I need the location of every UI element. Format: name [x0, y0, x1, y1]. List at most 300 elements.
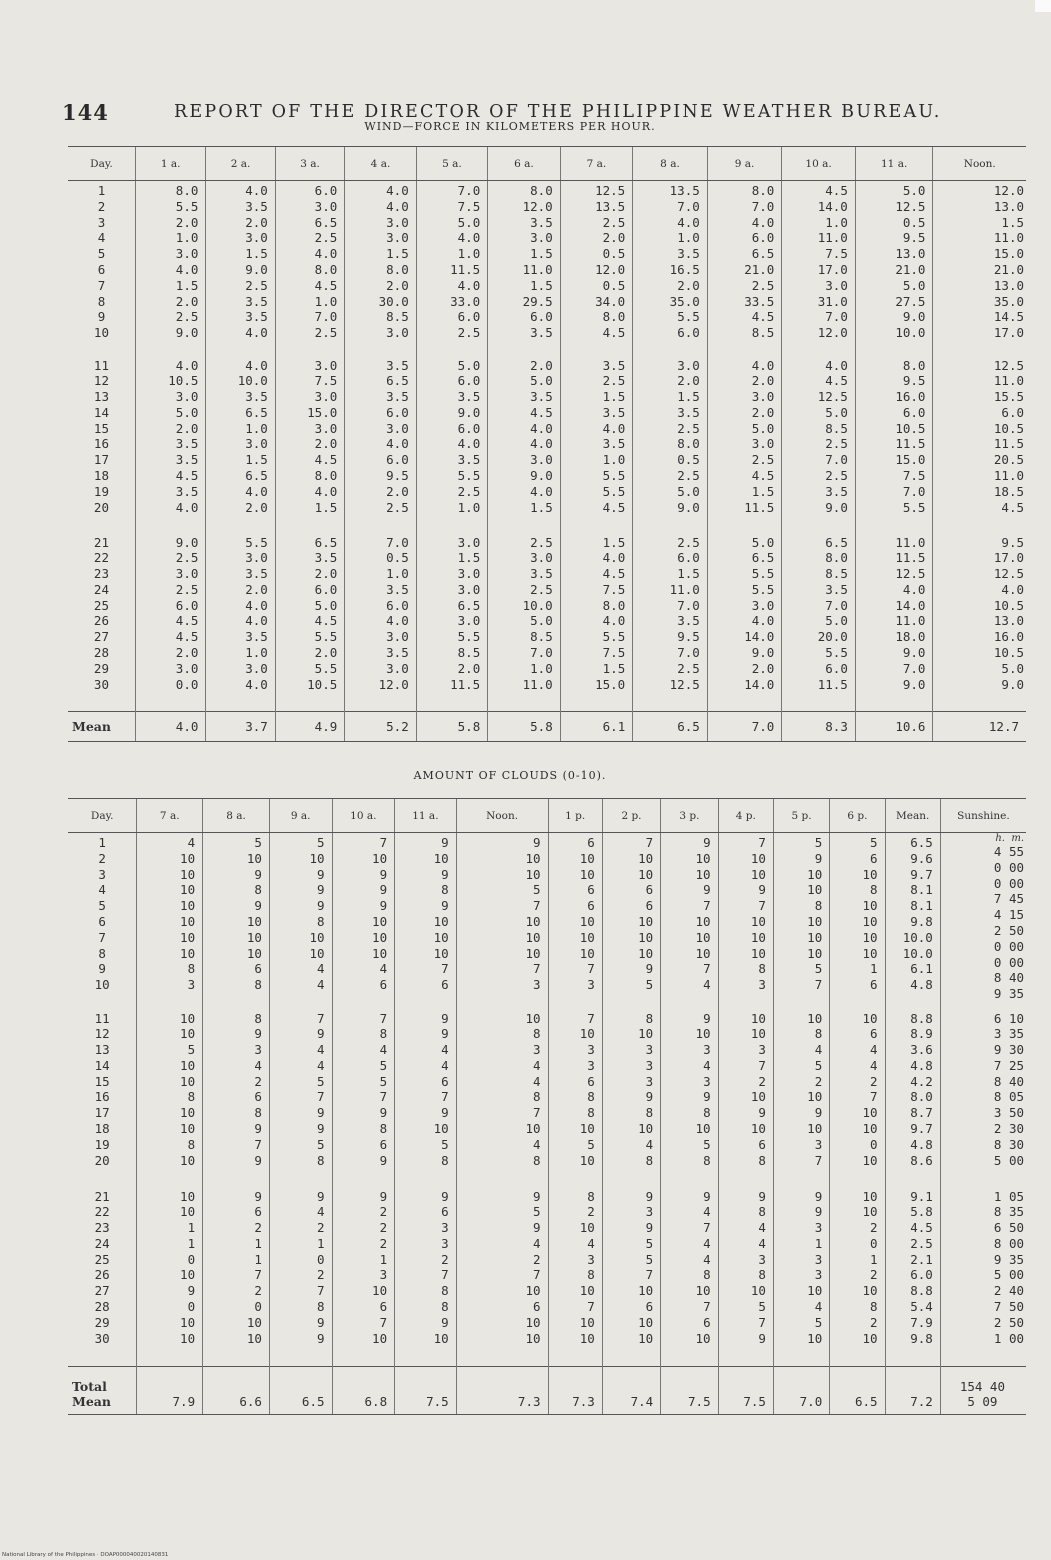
clouds-value-column [395, 833, 457, 1011]
clouds-cell: 10 [180, 1152, 196, 1168]
wind-value-column [782, 535, 856, 712]
clouds-cell: 8 [645, 1105, 654, 1121]
clouds-cell: 7 [703, 898, 711, 914]
wind-cell: 29 [93, 660, 109, 676]
wind-cell: 4 [97, 230, 106, 246]
clouds-cell: 10 [862, 1204, 878, 1220]
wind-cell: 9.0 [530, 468, 553, 484]
wind-cell: 25 [93, 597, 109, 613]
clouds-cell: 7 [758, 1057, 766, 1073]
wind-cell: 2.0 [751, 404, 775, 420]
wind-mean-value: 4.9 [275, 712, 344, 742]
clouds-cell: 8 35 [993, 1204, 1024, 1220]
clouds-mean-value [395, 1367, 457, 1415]
clouds-mean-value [773, 1367, 829, 1415]
wind-cell: 2.5 [245, 277, 268, 293]
clouds-value-column [773, 1011, 829, 1189]
clouds-cell: 15 [94, 1073, 110, 1089]
clouds-value-column [395, 1011, 457, 1189]
clouds-cell: 7 45 [993, 891, 1024, 907]
clouds-cell: 7 [870, 1089, 878, 1105]
clouds-value-column [456, 1189, 548, 1367]
clouds-cell: 10 [862, 1121, 878, 1137]
wind-cell: 29.5 [522, 293, 553, 309]
clouds-cell: 5 [316, 1136, 325, 1152]
wind-cell: 4.5 [314, 277, 338, 293]
clouds-mean-value [885, 1367, 940, 1415]
clouds-cell: 8 [254, 1105, 262, 1121]
clouds-cell: 7 [758, 835, 766, 850]
wind-cell: 3.5 [457, 389, 481, 405]
clouds-cell: 9 [703, 1188, 711, 1204]
wind-value-column [275, 535, 344, 712]
clouds-column-header: Mean. [885, 799, 940, 833]
wind-cell: 2.0 [245, 214, 268, 230]
wind-cell: 5.0 [825, 404, 848, 420]
clouds-cell: 6 [645, 1299, 654, 1315]
wind-cell: 3.5 [175, 436, 199, 452]
wind-cell: 11.0 [522, 676, 553, 692]
wind-cell: 3.0 [457, 613, 481, 629]
wind-cell: 3.5 [530, 389, 553, 405]
clouds-cell: 0 00 [993, 875, 1024, 891]
wind-cell: 5.0 [1001, 660, 1024, 676]
clouds-cell: 4 [758, 1220, 766, 1236]
clouds-cell: 9.8 [910, 1330, 933, 1346]
clouds-cell: 9 [316, 1105, 325, 1121]
wind-cell: 2.0 [175, 293, 199, 309]
wind-cell: 2.5 [175, 550, 199, 566]
running-title: REPORT OF THE DIRECTOR OF THE PHILIPPINE WEATHER BUREAU. [174, 102, 942, 122]
wind-cell: 6.0 [902, 404, 926, 420]
clouds-cell: 7 [379, 1010, 388, 1026]
clouds-header-row [68, 799, 1026, 833]
wind-cell: 3.5 [825, 483, 848, 499]
wind-day-column [68, 358, 135, 535]
clouds-cell: 8 [187, 1089, 196, 1105]
clouds-cell: 10 [180, 866, 196, 882]
wind-cell: 17.0 [993, 550, 1024, 566]
clouds-cell: 10 [695, 1026, 711, 1042]
wind-cell: 5.5 [314, 629, 338, 645]
wind-cell: 2.0 [314, 645, 338, 661]
clouds-cell: 8 [532, 1089, 541, 1105]
total-label: Total [72, 1379, 107, 1394]
wind-cell: 2.5 [677, 420, 700, 436]
clouds-cell: 2 [870, 1220, 878, 1236]
clouds-cell: 2 [532, 1251, 541, 1267]
wind-cell: 20.0 [817, 629, 848, 645]
clouds-cell: 8 [254, 882, 262, 898]
clouds-value-column [269, 1189, 332, 1367]
clouds-cell: 9 [814, 1188, 823, 1204]
wind-cell: 3.5 [245, 293, 268, 309]
clouds-cell: 10 [372, 1283, 388, 1299]
wind-cell: 2.5 [602, 214, 626, 230]
clouds-cell: 7 [645, 1267, 654, 1283]
wind-value-column [345, 181, 416, 358]
wind-cell: 33.5 [744, 293, 775, 309]
clouds-cell: 9 [814, 850, 823, 866]
clouds-cell: 9 [814, 1204, 823, 1220]
wind-cell: 9.0 [1001, 676, 1024, 692]
wind-cell: 2.5 [751, 277, 775, 293]
clouds-column-header: 6 p. [830, 799, 885, 833]
clouds-cell: 10 [579, 1330, 595, 1346]
wind-cell: 5.5 [825, 645, 848, 661]
wind-value-column [135, 181, 205, 358]
wind-cell: 8.5 [386, 309, 409, 325]
wind-cell: 4.0 [175, 261, 199, 277]
wind-cell: 2.5 [530, 581, 553, 597]
wind-cell: 12.0 [522, 198, 553, 214]
wind-cell: 12.0 [378, 676, 409, 692]
wind-mean-label: Mean [68, 712, 135, 742]
clouds-cell: 10 [525, 913, 541, 929]
clouds-cell: 7 [379, 1314, 388, 1330]
clouds-column-header: 7 a. [137, 799, 203, 833]
wind-cell: 7.0 [677, 198, 700, 214]
wind-cell: 11.0 [993, 373, 1024, 389]
clouds-cell: 10 [309, 929, 325, 945]
wind-cell: 3.0 [245, 230, 268, 246]
clouds-value-column [203, 1189, 270, 1367]
clouds-cell: 4 [379, 961, 388, 977]
wind-cell: 8.5 [530, 629, 553, 645]
clouds-cell: 4 [703, 1251, 711, 1267]
clouds-cell: 2 [316, 1220, 325, 1236]
clouds-cell: 4 15 [993, 907, 1024, 923]
clouds-cell: 9 35 [993, 986, 1024, 1002]
clouds-cell: 8 [532, 1026, 541, 1042]
wind-cell: 2.0 [386, 277, 409, 293]
clouds-cell: 10 [862, 945, 878, 961]
clouds-cell: 0 00 [993, 859, 1024, 875]
clouds-cell: 2 [814, 1073, 823, 1089]
clouds-cell: 10 [246, 1330, 262, 1346]
wind-cell: 6.0 [457, 373, 481, 389]
wind-cell: 11.5 [895, 550, 926, 566]
clouds-cell: 5 [814, 1057, 823, 1073]
clouds-cell: 10 [807, 866, 823, 882]
clouds-cell: 10 [372, 945, 388, 961]
clouds-cell: 8 [441, 1152, 449, 1168]
clouds-cell: 9 [645, 1089, 654, 1105]
wind-cell: 12.0 [993, 183, 1024, 198]
clouds-cell: 8 [814, 898, 823, 914]
clouds-cell: 10 [246, 850, 262, 866]
wind-cell: 0.0 [175, 676, 199, 692]
wind-cell: 4.0 [386, 613, 409, 629]
clouds-cell: 2 [870, 1314, 878, 1330]
clouds-column-header: Sunshine. [940, 799, 1026, 833]
clouds-cell: 9 [703, 1010, 711, 1026]
wind-cell: 17.0 [817, 261, 848, 277]
wind-cell: 1.5 [245, 452, 268, 468]
clouds-cell: 6 50 [993, 1220, 1024, 1236]
clouds-cell: 8 [870, 1299, 878, 1315]
clouds-cell: 10 [862, 1330, 878, 1346]
clouds-cell: 9 [532, 835, 541, 850]
wind-cell: 2.5 [314, 230, 338, 246]
wind-cell: 4.5 [175, 613, 199, 629]
wind-cell: 2.5 [530, 534, 553, 550]
wind-cell: 9.0 [175, 534, 199, 550]
clouds-mean-cell: 7.3 [517, 1394, 541, 1409]
wind-cell: 3.0 [530, 230, 553, 246]
wind-cell: 3.5 [530, 566, 553, 582]
wind-cell: 2.5 [386, 499, 409, 515]
wind-cell: 6 [97, 261, 106, 277]
clouds-cell: 10.0 [902, 945, 933, 961]
clouds-cell: 6 [645, 882, 654, 898]
clouds-cell: 8 [814, 1026, 823, 1042]
wind-cell: 5.5 [314, 660, 338, 676]
clouds-mean-cell: 7.5 [743, 1394, 766, 1409]
clouds-cell: 10 [579, 929, 595, 945]
wind-cell: 11.0 [895, 534, 926, 550]
wind-cell: 3.0 [457, 581, 481, 597]
wind-cell: 3.0 [457, 566, 481, 582]
wind-cell: 3.5 [602, 404, 626, 420]
mean-sunshine: 5 09 [967, 1394, 998, 1409]
wind-cell: 6.5 [751, 550, 775, 566]
wind-cell: 4.0 [175, 357, 199, 373]
clouds-cell: 10 [180, 1267, 196, 1283]
wind-mean-value: 5.2 [345, 712, 416, 742]
wind-cell: 7.0 [825, 452, 848, 468]
clouds-cell: 5 00 [993, 1267, 1024, 1283]
wind-cell: 5.5 [902, 499, 926, 515]
clouds-cell: 3 [441, 1220, 449, 1236]
wind-cell: 27.5 [895, 293, 926, 309]
clouds-cell: 10 [180, 1121, 196, 1137]
wind-mean-value: 8.3 [782, 712, 856, 742]
wind-cell: 4.0 [457, 230, 481, 246]
clouds-cell: 7 [703, 1299, 711, 1315]
clouds-cell: 13 [94, 1042, 110, 1058]
clouds-cell: 4 [587, 1235, 595, 1251]
wind-cell: 1.5 [530, 499, 553, 515]
wind-cell: 14.5 [993, 309, 1024, 325]
clouds-cell: 10 [246, 913, 262, 929]
clouds-cell: 8 [645, 1152, 654, 1168]
clouds-cell: 9 [379, 882, 388, 898]
wind-cell: 5.0 [530, 613, 553, 629]
clouds-cell: 17 [94, 1105, 110, 1121]
clouds-cell: 4 [316, 1042, 325, 1058]
wind-cell: 5.5 [751, 581, 775, 597]
wind-cell: 8.0 [175, 183, 199, 198]
clouds-cell: 10 [372, 929, 388, 945]
clouds-cell: 10 [525, 1314, 541, 1330]
clouds-cell: 3 [98, 866, 106, 882]
clouds-cell: 9 [316, 898, 325, 914]
clouds-cell: 10 [862, 1188, 878, 1204]
clouds-cell: 3 [758, 1042, 766, 1058]
wind-value-column [933, 181, 1026, 358]
clouds-cell: 10 [638, 1283, 654, 1299]
clouds-cell: 3 [645, 1204, 654, 1220]
wind-cell: 6.0 [530, 309, 553, 325]
clouds-cell: 3 [532, 977, 541, 993]
wind-cell: 22 [93, 550, 109, 566]
wind-cell: 10.5 [168, 373, 199, 389]
clouds-cell: 6 [703, 1314, 711, 1330]
clouds-cell: 3.6 [910, 1042, 933, 1058]
clouds-cell: 0 00 [993, 954, 1024, 970]
clouds-cell: 9 [316, 1026, 325, 1042]
clouds-cell: 8 [441, 1283, 449, 1299]
clouds-cell: 7 [532, 1105, 541, 1121]
clouds-cell: 2 [254, 1283, 262, 1299]
clouds-cell: 10 [180, 1026, 196, 1042]
clouds-cell: 7 [587, 961, 595, 977]
clouds-value-column [602, 1189, 660, 1367]
clouds-cell: 4 [814, 1042, 823, 1058]
clouds-cell: 8 [758, 961, 766, 977]
clouds-cell: 1 [814, 1235, 823, 1251]
wind-cell: 9.5 [902, 373, 926, 389]
wind-cell: 13.0 [895, 246, 926, 262]
wind-cell: 9.5 [386, 468, 409, 484]
wind-column-header: 7 a. [560, 147, 633, 181]
clouds-cell: 10 [246, 929, 262, 945]
clouds-cell: 6 [532, 1299, 541, 1315]
clouds-cell: 10 [579, 945, 595, 961]
clouds-cell: 23 [94, 1220, 110, 1236]
clouds-cell: 10 [525, 1283, 541, 1299]
wind-cell: 4.5 [825, 373, 848, 389]
clouds-cell: 9 [441, 1188, 449, 1204]
wind-cell: 2.0 [457, 660, 481, 676]
wind-cell: 2 [97, 198, 106, 214]
wind-cell: 12 [93, 373, 109, 389]
wind-mean-row [68, 712, 1026, 742]
clouds-cell: 8.8 [910, 1283, 933, 1299]
clouds-cell: 8 [441, 882, 449, 898]
clouds-cell: 2 [870, 1073, 878, 1089]
clouds-total-mean-label [68, 1367, 137, 1415]
clouds-cell: 2 [587, 1204, 595, 1220]
wind-cell: 4.0 [245, 357, 268, 373]
wind-cell: 20 [93, 499, 109, 515]
clouds-cell: 10 [807, 945, 823, 961]
wind-cell: 5.0 [751, 420, 775, 436]
clouds-column-header: 2 p. [602, 799, 660, 833]
wind-cell: 4.0 [677, 214, 700, 230]
clouds-cell: 10 [525, 866, 541, 882]
wind-cell: 3.5 [825, 581, 848, 597]
clouds-value-column [332, 833, 395, 1011]
clouds-cell: 22 [94, 1204, 110, 1220]
wind-cell: 9.0 [902, 645, 926, 661]
wind-cell: 3 [97, 214, 106, 230]
wind-cell: 17.0 [993, 325, 1024, 341]
clouds-cell: 9 [532, 1220, 541, 1236]
wind-cell: 4.0 [245, 613, 268, 629]
wind-cell: 4.5 [314, 452, 338, 468]
clouds-cell: 9 [254, 1026, 262, 1042]
wind-cell: 2.5 [175, 309, 199, 325]
wind-cell: 14.0 [817, 198, 848, 214]
wind-cell: 4.0 [1001, 581, 1024, 597]
clouds-cell: 10 [372, 913, 388, 929]
clouds-cell: 3 [532, 1042, 541, 1058]
wind-cell: 15 [93, 420, 109, 436]
wind-cell: 3.0 [314, 420, 338, 436]
clouds-cell: 4 [316, 1057, 325, 1073]
clouds-cell: 7 [316, 1010, 325, 1026]
wind-cell: 3.0 [245, 660, 268, 676]
wind-day-group [68, 358, 1026, 535]
clouds-cell: 10 [638, 1330, 654, 1346]
wind-cell: 1.5 [314, 499, 338, 515]
wind-cell: 5.5 [175, 198, 199, 214]
clouds-cell: 8 [703, 1105, 711, 1121]
wind-cell: 11.0 [993, 230, 1024, 246]
clouds-cell: 7 [254, 1136, 262, 1152]
wind-cell: 8.0 [530, 183, 553, 198]
wind-value-column [633, 181, 708, 358]
wind-cell: 2.0 [175, 645, 199, 661]
clouds-cell: 3 [645, 1073, 654, 1089]
clouds-cell: 10 [525, 929, 541, 945]
wind-cell: 1.0 [677, 230, 700, 246]
wind-cell: 3.5 [602, 357, 626, 373]
clouds-cell: 8.6 [910, 1152, 933, 1168]
clouds-cell: 10 [750, 1121, 766, 1137]
wind-value-column [707, 181, 782, 358]
clouds-cell: 9 [645, 1188, 654, 1204]
clouds-value-column [137, 1189, 203, 1367]
wind-cell: 1.5 [1001, 214, 1024, 230]
wind-cell: 3.0 [314, 389, 338, 405]
clouds-cell: 5 [532, 1204, 541, 1220]
clouds-cell: 9 [441, 1026, 449, 1042]
clouds-cell: 9 [316, 1121, 325, 1137]
clouds-cell: 7 [379, 835, 388, 850]
clouds-cell: 8 [316, 1299, 325, 1315]
clouds-cell: 10 [695, 1283, 711, 1299]
clouds-cell: 7 [98, 929, 106, 945]
wind-cell: 2.5 [175, 581, 199, 597]
clouds-value-column [830, 1189, 885, 1367]
clouds-cell: 10 [309, 850, 325, 866]
clouds-cell: 6.0 [910, 1267, 933, 1283]
clouds-cell: 10 [246, 1314, 262, 1330]
clouds-cell: 25 [94, 1251, 110, 1267]
clouds-cell: 10 [638, 866, 654, 882]
clouds-cell: 7 [379, 1089, 388, 1105]
wind-cell: 6.0 [386, 597, 409, 613]
wind-cell: 2.0 [677, 277, 700, 293]
wind-cell: 8.0 [902, 357, 926, 373]
clouds-cell: 7 [814, 1152, 823, 1168]
clouds-cell: 3 [587, 1042, 595, 1058]
clouds-value-column [773, 833, 829, 1011]
wind-cell: 11.5 [993, 436, 1024, 452]
wind-cell: 21.0 [895, 261, 926, 277]
wind-cell: 3.0 [457, 534, 481, 550]
wind-value-column [855, 181, 933, 358]
wind-cell: 3.5 [457, 452, 481, 468]
clouds-cell: 5 [703, 1136, 711, 1152]
clouds-cell: 3 [703, 1042, 711, 1058]
clouds-column-header: 8 a. [203, 799, 270, 833]
wind-cell: 1.5 [175, 277, 199, 293]
clouds-cell: 1 [187, 1220, 196, 1236]
